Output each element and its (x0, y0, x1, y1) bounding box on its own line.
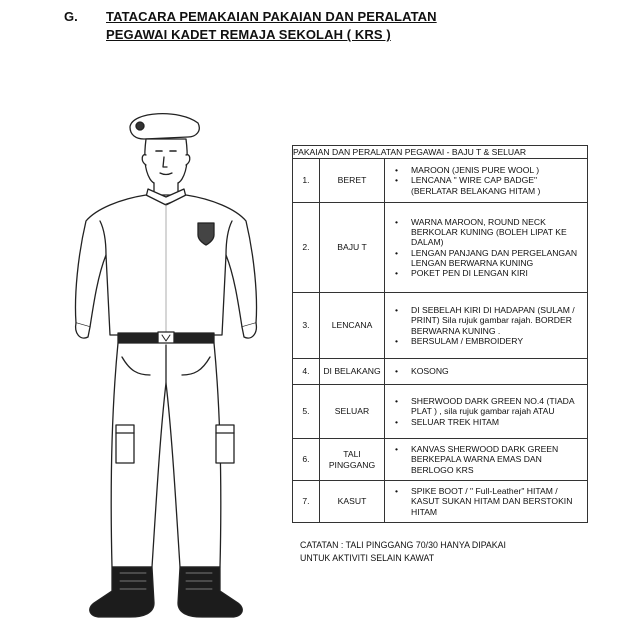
uniform-spec-table (292, 145, 588, 523)
table-row (293, 385, 588, 439)
row-detail: • MAROON (JENIS PURE WOOL ) (389, 165, 585, 175)
row-detail: • SELUAR TREK HITAM (389, 417, 585, 427)
row-detail: • BERSULAM / EMBROIDERY (389, 336, 585, 346)
boot-left (90, 567, 154, 617)
cadet-uniform-illustration (60, 105, 275, 625)
row-item: KASUT (320, 481, 385, 523)
section-title-line-1: TATACARA PEMAKAIAN PAKAIAN DAN PERALATAN (106, 9, 437, 24)
row-number: 5. (293, 385, 320, 439)
table-header-row (293, 146, 588, 159)
footnote-line-2: UNTUK AKTIVITI SELAIN KAWAT (300, 553, 435, 563)
row-detail: • KOSONG (389, 366, 585, 376)
row-number: 7. (293, 481, 320, 523)
row-detail: • WARNA MAROON, ROUND NECK BERKOLAR KUNING (BOLEH LIPAT KE DALAM) (389, 217, 585, 248)
table-row (293, 359, 588, 385)
row-detail: • SPIKE BOOT / " Full-Leather" HITAM / KASUT SUKAN HITAM DAN BERSTOKIN HITAM (389, 486, 585, 517)
row-number: 4. (293, 359, 320, 385)
row-detail: • DI SEBELAH KIRI DI HADAPAN (SULAM / PRINT) Sila rujuk gambar rajah. BORDER BERWARNA KUNING . (389, 305, 585, 336)
row-detail: • SHERWOOD DARK GREEN NO.4 (TIADA PLAT ) , sila rujuk gambar rajah ATAU (389, 396, 585, 417)
row-detail: • POKET PEN DI LENGAN KIRI (389, 268, 585, 278)
row-number: 1. (293, 159, 320, 203)
footnote-line-1: CATATAN : TALI PINGGANG 70/30 HANYA DIPAKAI (300, 540, 506, 550)
row-detail: • LENGAN PANJANG DAN PERGELANGAN LENGAN BERWARNA KUNING (389, 248, 585, 269)
footnote (300, 539, 506, 565)
cargo-pocket-right (216, 425, 234, 463)
row-number: 6. (293, 439, 320, 481)
row-item: DI BELAKANG (320, 359, 385, 385)
cargo-pocket-left (116, 425, 134, 463)
row-item: LENCANA (320, 293, 385, 359)
row-item: SELUAR (320, 385, 385, 439)
row-number: 2. (293, 203, 320, 293)
section-letter: G. (64, 9, 78, 24)
table-row (293, 293, 588, 359)
table-row (293, 159, 588, 203)
head-shape (145, 139, 187, 187)
section-title-line-2: PEGAWAI KADET REMAJA SEKOLAH ( KRS ) (106, 27, 391, 42)
boot-right (178, 567, 242, 617)
row-number: 3. (293, 293, 320, 359)
table-row (293, 481, 588, 523)
row-item: TALI PINGGANG (320, 439, 385, 481)
row-item: BERET (320, 159, 385, 203)
table-row (293, 439, 588, 481)
row-item: BAJU T (320, 203, 385, 293)
table-header: PAKAIAN DAN PERALATAN PEGAWAI - BAJU T & SELUAR (293, 146, 588, 159)
row-detail: • KANVAS SHERWOOD DARK GREEN BERKEPALA WARNA EMAS DAN BERLOGO KRS (389, 444, 585, 475)
table-row (293, 203, 588, 293)
row-detail: • LENCANA '' WIRE CAP BADGE" (BERLATAR BELAKANG HITAM ) (389, 175, 585, 196)
beret-badge (136, 122, 144, 130)
